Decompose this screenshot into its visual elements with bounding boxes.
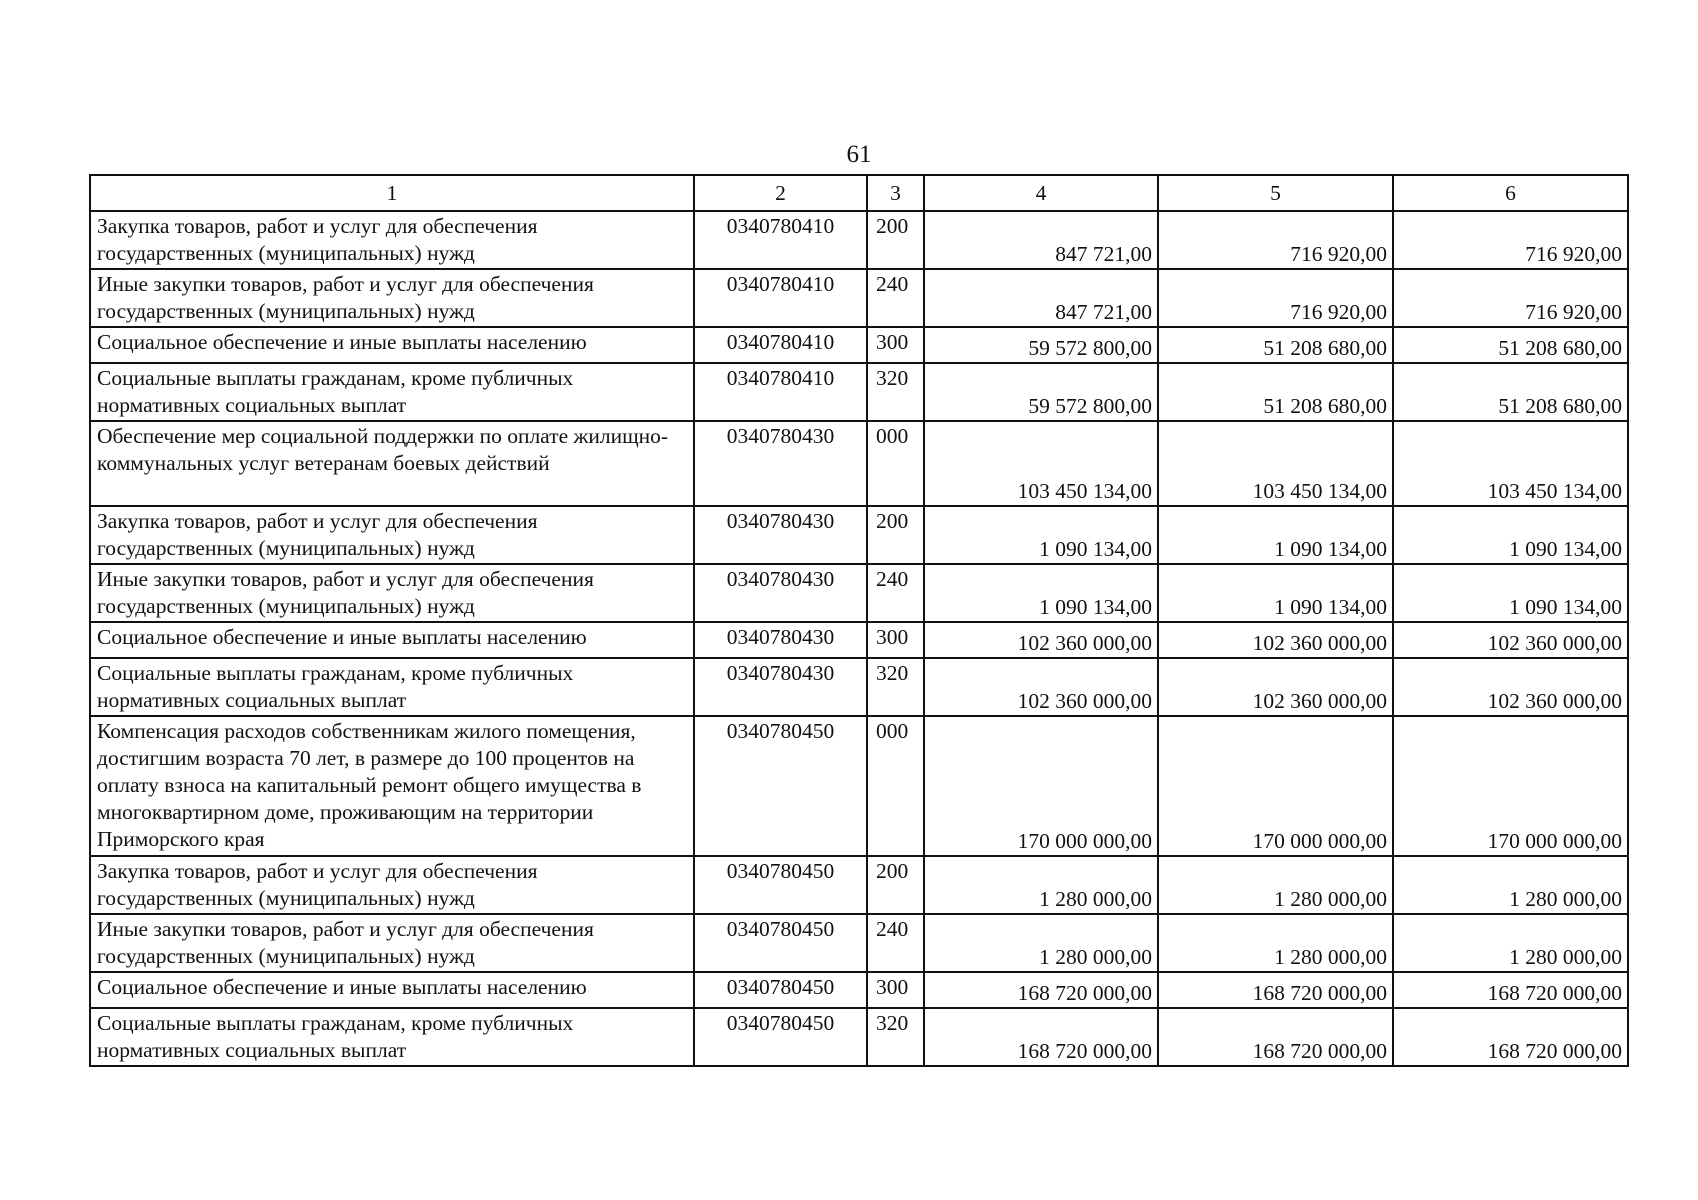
row-value-6: 1 280 000,00 [1393,856,1628,914]
row-value-4: 847 721,00 [924,269,1158,327]
row-name: Закупка товаров, работ и услуг для обеспечения государственных (муниципальных) нужд [90,211,694,269]
table-row [90,716,1628,856]
column-header: 6 [1393,175,1628,211]
table-row [90,972,1628,1008]
row-code: 0340780410 [694,211,867,269]
column-header: 3 [867,175,924,211]
table-row [90,363,1628,421]
row-kvr: 240 [867,564,924,622]
row-name: Социальное обеспечение и иные выплаты населению [90,972,694,1008]
row-code: 0340780430 [694,421,867,506]
row-kvr: 200 [867,211,924,269]
row-value-5: 170 000 000,00 [1158,716,1393,856]
row-value-5: 716 920,00 [1158,269,1393,327]
row-name: Иные закупки товаров, работ и услуг для обеспечения государственных (муниципальных) нужд [90,914,694,972]
row-code: 0340780410 [694,327,867,363]
row-value-6: 170 000 000,00 [1393,716,1628,856]
row-value-5: 1 090 134,00 [1158,506,1393,564]
table-row [90,1008,1628,1066]
row-value-5: 168 720 000,00 [1158,1008,1393,1066]
table-row [90,506,1628,564]
row-value-4: 59 572 800,00 [924,327,1158,363]
table-row [90,564,1628,622]
row-kvr: 320 [867,658,924,716]
row-kvr: 320 [867,1008,924,1066]
row-code: 0340780450 [694,972,867,1008]
row-code: 0340780410 [694,269,867,327]
row-name: Закупка товаров, работ и услуг для обеспечения государственных (муниципальных) нужд [90,856,694,914]
table-row [90,269,1628,327]
row-name: Обеспечение мер социальной поддержки по оплате жилищно-коммунальных услуг ветеранам боевых действий [90,421,694,506]
row-code: 0340780450 [694,856,867,914]
row-name: Социальные выплаты гражданам, кроме публичных нормативных социальных выплат [90,658,694,716]
budget-table [89,174,1629,1067]
row-code: 0340780410 [694,363,867,421]
row-value-4: 168 720 000,00 [924,1008,1158,1066]
column-header: 4 [924,175,1158,211]
row-value-6: 1 280 000,00 [1393,914,1628,972]
row-value-4: 103 450 134,00 [924,421,1158,506]
table-row [90,327,1628,363]
table-row [90,856,1628,914]
row-value-4: 102 360 000,00 [924,658,1158,716]
page-number: 61 [846,141,872,168]
row-value-4: 847 721,00 [924,211,1158,269]
row-value-5: 1 280 000,00 [1158,856,1393,914]
row-name: Социальное обеспечение и иные выплаты населению [90,327,694,363]
row-code: 0340780430 [694,564,867,622]
row-value-6: 51 208 680,00 [1393,363,1628,421]
row-value-4: 1 280 000,00 [924,856,1158,914]
row-value-6: 716 920,00 [1393,269,1628,327]
row-value-6: 716 920,00 [1393,211,1628,269]
row-value-6: 102 360 000,00 [1393,658,1628,716]
row-code: 0340780430 [694,506,867,564]
row-value-5: 102 360 000,00 [1158,622,1393,658]
row-value-6: 1 090 134,00 [1393,506,1628,564]
row-value-5: 51 208 680,00 [1158,327,1393,363]
row-name: Социальные выплаты гражданам, кроме публичных нормативных социальных выплат [90,1008,694,1066]
row-kvr: 000 [867,421,924,506]
row-value-5: 51 208 680,00 [1158,363,1393,421]
row-value-4: 1 090 134,00 [924,564,1158,622]
row-kvr: 240 [867,914,924,972]
column-header: 1 [90,175,694,211]
row-value-4: 1 280 000,00 [924,914,1158,972]
row-value-6: 102 360 000,00 [1393,622,1628,658]
table-row [90,421,1628,506]
row-value-4: 102 360 000,00 [924,622,1158,658]
row-value-4: 170 000 000,00 [924,716,1158,856]
row-kvr: 300 [867,622,924,658]
row-kvr: 300 [867,972,924,1008]
table-header-row [90,175,1628,211]
row-value-5: 168 720 000,00 [1158,972,1393,1008]
row-name: Закупка товаров, работ и услуг для обеспечения государственных (муниципальных) нужд [90,506,694,564]
table-row [90,914,1628,972]
row-value-4: 168 720 000,00 [924,972,1158,1008]
table-row [90,622,1628,658]
row-name: Иные закупки товаров, работ и услуг для обеспечения государственных (муниципальных) нужд [90,269,694,327]
row-kvr: 200 [867,856,924,914]
row-name: Компенсация расходов собственникам жилого помещения, достигшим возраста 70 лет, в размере до 100 процентов на оплату взноса на капитальный ремонт общего имущества в многоквартирном доме, проживающим на территории Приморского края [90,716,694,856]
row-kvr: 200 [867,506,924,564]
row-value-6: 168 720 000,00 [1393,1008,1628,1066]
column-header: 5 [1158,175,1393,211]
row-value-6: 1 090 134,00 [1393,564,1628,622]
row-kvr: 300 [867,327,924,363]
row-kvr: 240 [867,269,924,327]
row-value-4: 1 090 134,00 [924,506,1158,564]
row-value-6: 51 208 680,00 [1393,327,1628,363]
row-value-6: 103 450 134,00 [1393,421,1628,506]
row-code: 0340780450 [694,1008,867,1066]
row-code: 0340780430 [694,658,867,716]
table-row [90,211,1628,269]
row-value-5: 716 920,00 [1158,211,1393,269]
row-value-6: 168 720 000,00 [1393,972,1628,1008]
row-code: 0340780450 [694,914,867,972]
row-kvr: 320 [867,363,924,421]
row-kvr: 000 [867,716,924,856]
row-code: 0340780430 [694,622,867,658]
row-value-5: 102 360 000,00 [1158,658,1393,716]
row-code: 0340780450 [694,716,867,856]
table-row [90,658,1628,716]
row-value-4: 59 572 800,00 [924,363,1158,421]
row-name: Иные закупки товаров, работ и услуг для обеспечения государственных (муниципальных) нужд [90,564,694,622]
row-value-5: 103 450 134,00 [1158,421,1393,506]
row-name: Социальные выплаты гражданам, кроме публичных нормативных социальных выплат [90,363,694,421]
row-value-5: 1 280 000,00 [1158,914,1393,972]
column-header: 2 [694,175,867,211]
row-value-5: 1 090 134,00 [1158,564,1393,622]
row-name: Социальное обеспечение и иные выплаты населению [90,622,694,658]
